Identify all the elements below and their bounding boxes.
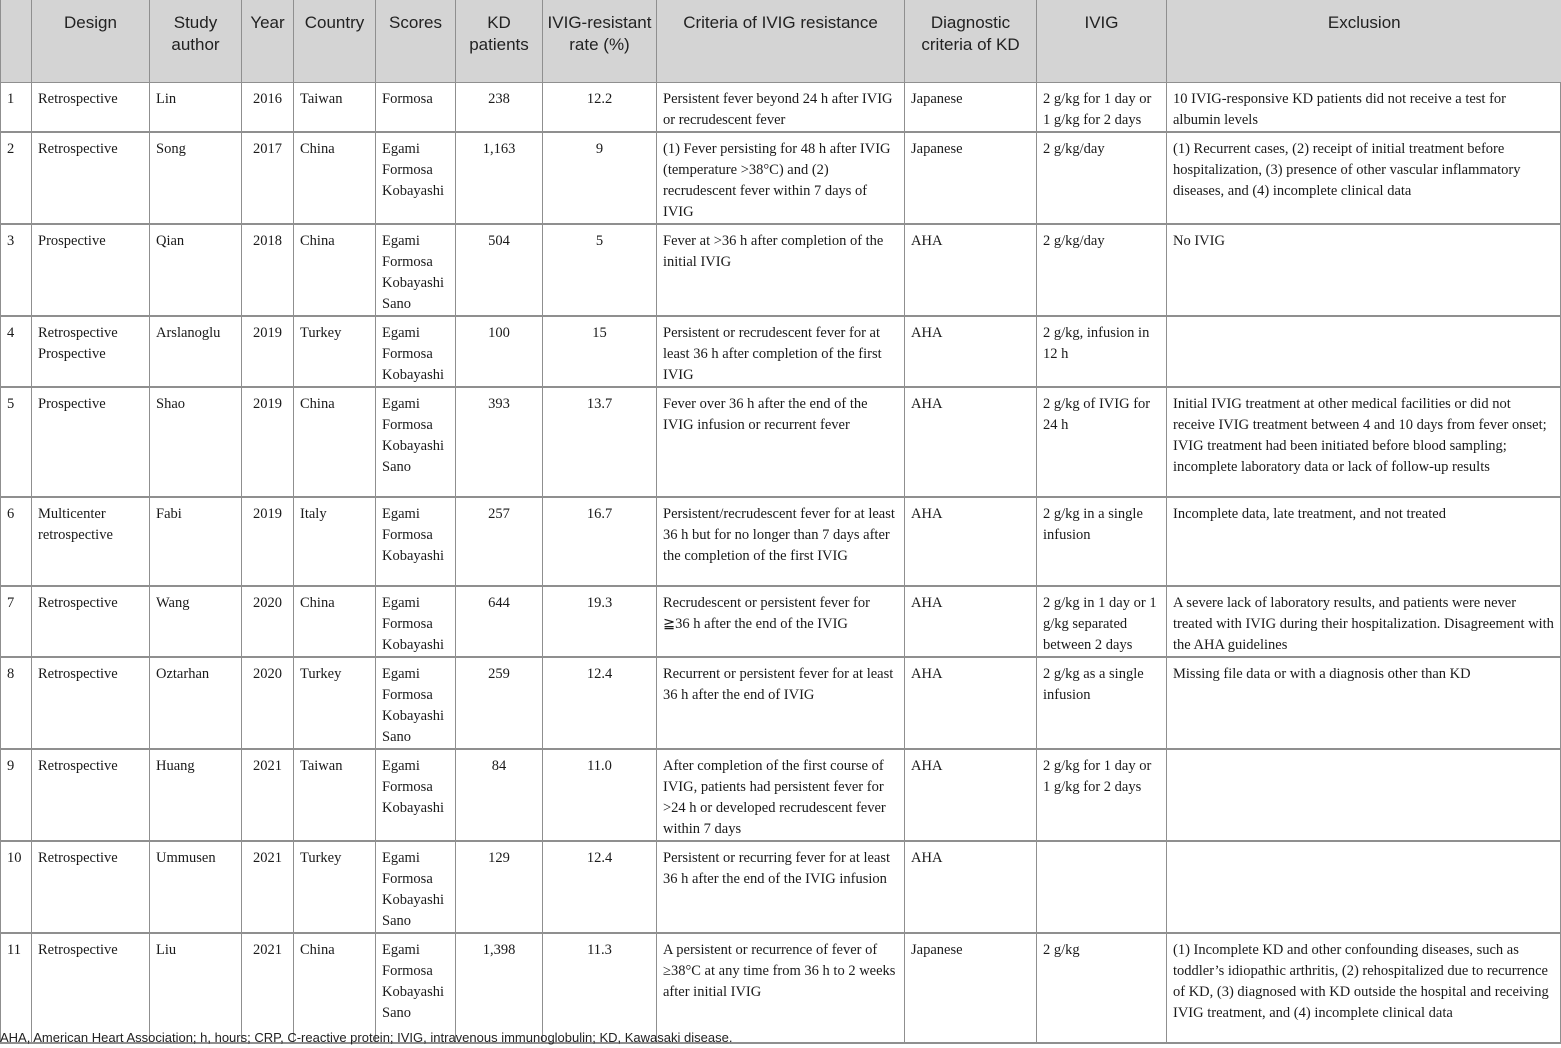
cell-design: Retrospective	[32, 586, 150, 657]
cell-design: Retrospective	[32, 657, 150, 749]
cell-design: Prospective	[32, 387, 150, 497]
cell-criteria: Persistent or recrudescent fever for at least 36 h after completion of the first IVIG	[657, 316, 905, 387]
cell-criteria: After completion of the first course of IVIG, patients had persistent fever for >24 h or developed recrudescent fever within 7 days	[657, 749, 905, 841]
cell-exclusion: Initial IVIG treatment at other medical facilities or did not receive IVIG treatment between 4 and 10 days from fever onset; IVIG treatment had been initiated before blood sampling; incomplete laboratory data or lack of follow-up results	[1167, 387, 1561, 497]
cell-kd-patients: 238	[456, 82, 543, 132]
cell-design: Retrospective	[32, 132, 150, 224]
table-row	[1, 132, 1561, 224]
cell-author: Liu	[150, 933, 242, 1043]
cell-author: Fabi	[150, 497, 242, 586]
cell-exclusion	[1167, 841, 1561, 933]
table-body	[1, 82, 1561, 1043]
cell-scores: Formosa	[376, 82, 456, 132]
cell-ivig-resistant-rate: 9	[543, 132, 657, 224]
cell-ivig: 2 g/kg for 1 day or 1 g/kg for 2 days	[1037, 749, 1167, 841]
cell-kd-patients: 84	[456, 749, 543, 841]
cell-ivig: 2 g/kg in 1 day or 1 g/kg separated between 2 days	[1037, 586, 1167, 657]
header-exclusion: Exclusion	[1167, 0, 1561, 82]
header-ivig-resistant-rate: IVIG-resistant rate (%)	[543, 0, 657, 82]
cell-index: 1	[1, 82, 32, 132]
cell-year: 2019	[242, 497, 294, 586]
cell-criteria: Persistent/recrudescent fever for at least 36 h but for no longer than 7 days after the completion of the first IVIG	[657, 497, 905, 586]
cell-design: Retrospective	[32, 749, 150, 841]
cell-ivig: 2 g/kg as a single infusion	[1037, 657, 1167, 749]
cell-ivig: 2 g/kg of IVIG for 24 h	[1037, 387, 1167, 497]
cell-author: Arslanoglu	[150, 316, 242, 387]
cell-exclusion: No IVIG	[1167, 224, 1561, 316]
cell-year: 2020	[242, 586, 294, 657]
cell-diagnostic-criteria: AHA	[905, 497, 1037, 586]
cell-scores: Egami Formosa Kobayashi	[376, 497, 456, 586]
cell-country: China	[294, 933, 376, 1043]
cell-exclusion: Incomplete data, late treatment, and not treated	[1167, 497, 1561, 586]
cell-ivig: 2 g/kg/day	[1037, 224, 1167, 316]
cell-year: 2016	[242, 82, 294, 132]
cell-exclusion: (1) Incomplete KD and other confounding diseases, such as toddler’s idiopathic arthritis, (2) rehospitalized due to recurrence of KD, (3) diagnosed with KD outside the hospital and receiving IVIG treatment, and (4) incomplete clinical data	[1167, 933, 1561, 1043]
cell-year: 2019	[242, 387, 294, 497]
cell-scores: Egami Formosa Kobayashi Sano	[376, 933, 456, 1043]
cell-design: Prospective	[32, 224, 150, 316]
cell-index: 3	[1, 224, 32, 316]
cell-kd-patients: 1,163	[456, 132, 543, 224]
cell-year: 2021	[242, 841, 294, 933]
cell-diagnostic-criteria: AHA	[905, 387, 1037, 497]
cell-index: 2	[1, 132, 32, 224]
cell-ivig-resistant-rate: 12.4	[543, 657, 657, 749]
cell-criteria: Fever at >36 h after completion of the initial IVIG	[657, 224, 905, 316]
cell-ivig-resistant-rate: 12.4	[543, 841, 657, 933]
cell-kd-patients: 644	[456, 586, 543, 657]
cell-design: Retrospective Prospective	[32, 316, 150, 387]
cell-index: 6	[1, 497, 32, 586]
table-row	[1, 933, 1561, 1043]
table-row	[1, 841, 1561, 933]
cell-ivig-resistant-rate: 12.2	[543, 82, 657, 132]
cell-criteria: Recrudescent or persistent fever for ≧36 h after the end of the IVIG	[657, 586, 905, 657]
cell-ivig-resistant-rate: 11.3	[543, 933, 657, 1043]
cell-kd-patients: 129	[456, 841, 543, 933]
cell-year: 2020	[242, 657, 294, 749]
cell-scores: Egami Formosa Kobayashi Sano	[376, 387, 456, 497]
cell-country: Turkey	[294, 657, 376, 749]
cell-author: Wang	[150, 586, 242, 657]
cell-year: 2017	[242, 132, 294, 224]
cell-index: 5	[1, 387, 32, 497]
cell-kd-patients: 504	[456, 224, 543, 316]
cell-country: Italy	[294, 497, 376, 586]
cell-criteria: Persistent or recurring fever for at least 36 h after the end of the IVIG infusion	[657, 841, 905, 933]
cell-author: Oztarhan	[150, 657, 242, 749]
cell-exclusion: A severe lack of laboratory results, and patients were never treated with IVIG during their hospitalization. Disagreement with the AHA guidelines	[1167, 586, 1561, 657]
cell-exclusion: 10 IVIG-responsive KD patients did not receive a test for albumin levels	[1167, 82, 1561, 132]
cell-kd-patients: 257	[456, 497, 543, 586]
cell-ivig-resistant-rate: 13.7	[543, 387, 657, 497]
header-criteria-of-ivig-resistance: Criteria of IVIG resistance	[657, 0, 905, 82]
cell-country: China	[294, 586, 376, 657]
table-row	[1, 316, 1561, 387]
cell-diagnostic-criteria: Japanese	[905, 132, 1037, 224]
cell-criteria: A persistent or recurrence of fever of ≥38°C at any time from 36 h to 2 weeks after initial IVIG	[657, 933, 905, 1043]
cell-exclusion: Missing file data or with a diagnosis other than KD	[1167, 657, 1561, 749]
cell-index: 11	[1, 933, 32, 1043]
cell-ivig-resistant-rate: 11.0	[543, 749, 657, 841]
cell-author: Lin	[150, 82, 242, 132]
cell-index: 10	[1, 841, 32, 933]
cell-country: China	[294, 387, 376, 497]
cell-ivig: 2 g/kg	[1037, 933, 1167, 1043]
header-scores: Scores	[376, 0, 456, 82]
cell-diagnostic-criteria: Japanese	[905, 82, 1037, 132]
cell-author: Song	[150, 132, 242, 224]
cell-author: Shao	[150, 387, 242, 497]
cell-diagnostic-criteria: AHA	[905, 316, 1037, 387]
cell-scores: Egami Formosa Kobayashi	[376, 749, 456, 841]
cell-year: 2018	[242, 224, 294, 316]
table-row	[1, 497, 1561, 586]
cell-ivig: 2 g/kg in a single infusion	[1037, 497, 1167, 586]
cell-country: Turkey	[294, 316, 376, 387]
cell-ivig	[1037, 841, 1167, 933]
cell-diagnostic-criteria: AHA	[905, 749, 1037, 841]
cell-country: Taiwan	[294, 82, 376, 132]
table-row	[1, 82, 1561, 132]
cell-index: 9	[1, 749, 32, 841]
cell-ivig-resistant-rate: 16.7	[543, 497, 657, 586]
cell-criteria: Fever over 36 h after the end of the IVIG infusion or recurrent fever	[657, 387, 905, 497]
cell-design: Multicenter retrospective	[32, 497, 150, 586]
cell-kd-patients: 100	[456, 316, 543, 387]
header-diagnostic-criteria: Diagnostic criteria of KD	[905, 0, 1037, 82]
cell-scores: Egami Formosa Kobayashi	[376, 132, 456, 224]
cell-year: 2021	[242, 933, 294, 1043]
cell-country: Turkey	[294, 841, 376, 933]
cell-ivig-resistant-rate: 19.3	[543, 586, 657, 657]
cell-diagnostic-criteria: AHA	[905, 657, 1037, 749]
table-header-row	[1, 0, 1561, 82]
cell-ivig: 2 g/kg, infusion in 12 h	[1037, 316, 1167, 387]
header-design: Design	[32, 0, 150, 82]
table-row	[1, 657, 1561, 749]
cell-diagnostic-criteria: AHA	[905, 841, 1037, 933]
header-country: Country	[294, 0, 376, 82]
cell-country: China	[294, 132, 376, 224]
cell-diagnostic-criteria: AHA	[905, 224, 1037, 316]
cell-author: Qian	[150, 224, 242, 316]
cell-exclusion: (1) Recurrent cases, (2) receipt of initial treatment before hospitalization, (3) presence of other vascular inflammatory diseases, and (4) incomplete clinical data	[1167, 132, 1561, 224]
cell-author: Ummusen	[150, 841, 242, 933]
cell-criteria: (1) Fever persisting for 48 h after IVIG (temperature >38°C) and (2) recrudescent fever within 7 days of IVIG	[657, 132, 905, 224]
header-ivig: IVIG	[1037, 0, 1167, 82]
cell-scores: Egami Formosa Kobayashi Sano	[376, 657, 456, 749]
cell-ivig: 2 g/kg for 1 day or 1 g/kg for 2 days	[1037, 82, 1167, 132]
table-row	[1, 749, 1561, 841]
cell-design: Retrospective	[32, 82, 150, 132]
table-row	[1, 586, 1561, 657]
cell-country: China	[294, 224, 376, 316]
cell-scores: Egami Formosa Kobayashi Sano	[376, 841, 456, 933]
cell-design: Retrospective	[32, 933, 150, 1043]
header-year: Year	[242, 0, 294, 82]
cell-diagnostic-criteria: Japanese	[905, 933, 1037, 1043]
cell-index: 7	[1, 586, 32, 657]
cell-ivig-resistant-rate: 15	[543, 316, 657, 387]
table-footnote: AHA, American Heart Association; h, hours; CRP, C-reactive protein; IVIG, intravenous immunoglobulin; KD, Kawasaki disease.	[0, 1030, 733, 1045]
cell-kd-patients: 393	[456, 387, 543, 497]
cell-exclusion	[1167, 749, 1561, 841]
cell-exclusion	[1167, 316, 1561, 387]
cell-criteria: Persistent fever beyond 24 h after IVIG or recrudescent fever	[657, 82, 905, 132]
cell-criteria: Recurrent or persistent fever for at least 36 h after the end of IVIG	[657, 657, 905, 749]
cell-year: 2019	[242, 316, 294, 387]
cell-ivig-resistant-rate: 5	[543, 224, 657, 316]
cell-ivig: 2 g/kg/day	[1037, 132, 1167, 224]
header-study-author: Study author	[150, 0, 242, 82]
cell-year: 2021	[242, 749, 294, 841]
header-index	[1, 0, 32, 82]
cell-index: 8	[1, 657, 32, 749]
cell-index: 4	[1, 316, 32, 387]
cell-country: Taiwan	[294, 749, 376, 841]
cell-author: Huang	[150, 749, 242, 841]
header-kd-patients: KD patients	[456, 0, 543, 82]
cell-scores: Egami Formosa Kobayashi Sano	[376, 224, 456, 316]
table-row	[1, 387, 1561, 497]
cell-design: Retrospective	[32, 841, 150, 933]
cell-scores: Egami Formosa Kobayashi	[376, 316, 456, 387]
cell-kd-patients: 259	[456, 657, 543, 749]
cell-scores: Egami Formosa Kobayashi	[376, 586, 456, 657]
table-row	[1, 224, 1561, 316]
cell-diagnostic-criteria: AHA	[905, 586, 1037, 657]
cell-kd-patients: 1,398	[456, 933, 543, 1043]
